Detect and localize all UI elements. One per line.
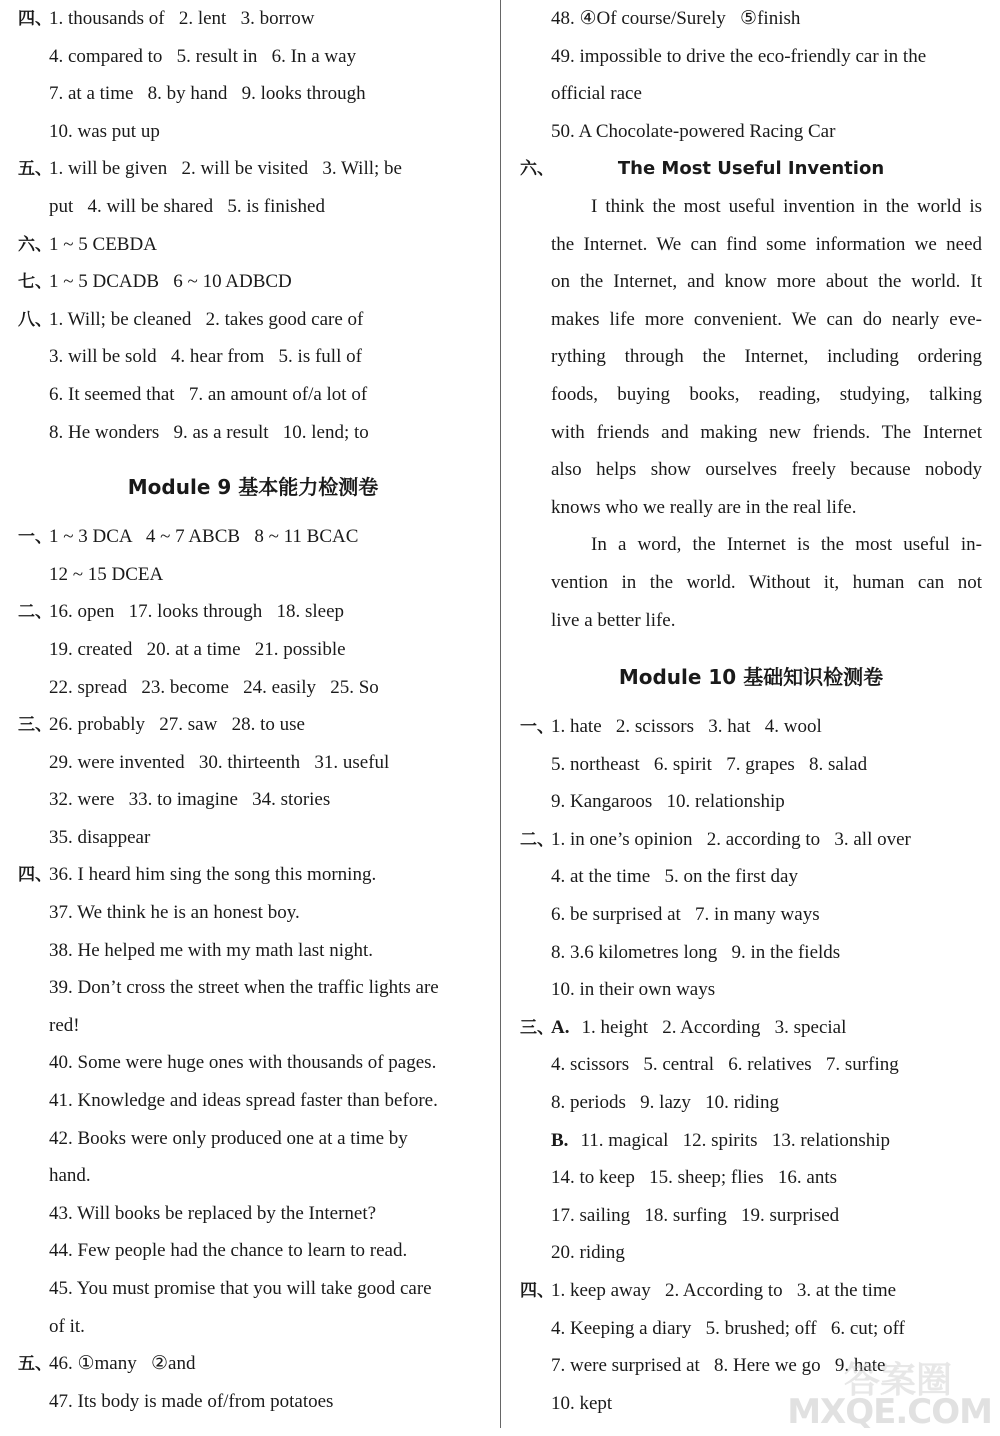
answer-text: 48. ④Of course/Surely ⑤finish xyxy=(551,8,801,29)
essay-line: foods, buying books, reading, studying, talking xyxy=(551,383,982,405)
answer-text: 4. at the time 5. on the first day xyxy=(551,866,798,888)
section-label: 五、 xyxy=(18,159,52,180)
answer-line xyxy=(520,934,982,972)
answer-line xyxy=(520,1197,982,1235)
answer-text: 42. Books were only produced one at a time by xyxy=(49,1127,408,1149)
answer-text: 36. I heard him sing the song this morning. xyxy=(49,864,377,886)
answer-text: 7. at a time 8. by hand 9. looks through xyxy=(49,83,366,105)
answer-text: 43. Will books be replaced by the Internet? xyxy=(49,1202,377,1224)
essay-line: rything through the Internet, including ordering xyxy=(551,346,982,368)
answer-line xyxy=(18,819,488,857)
section-label: 四、 xyxy=(18,865,52,886)
answer-text: 1. in one’s opinion 2. according to 3. all over xyxy=(551,828,911,850)
answer-line xyxy=(18,188,488,226)
answer-line xyxy=(18,150,488,188)
answer-line xyxy=(18,593,488,631)
answer-text: 1 ~ 3 DCA 4 ~ 7 ABCB 8 ~ 11 BCAC xyxy=(49,526,359,548)
answer-text: 46. ①many ②and xyxy=(49,1353,196,1375)
answer-text: 1 ~ 5 CEBDA xyxy=(49,233,157,255)
module-heading: Module 10 基础知识检测卷 xyxy=(618,665,884,690)
answer-text: 29. were invented 30. thirteenth 31. useful xyxy=(49,751,390,773)
essay-line: I think the most useful invention in the world is xyxy=(591,195,982,217)
answer-line xyxy=(18,669,488,707)
essay-line: with friends and making new friends. The Internet xyxy=(551,421,982,443)
answer-line xyxy=(18,226,488,264)
answer-text: 1. height 2. According 3. special xyxy=(581,1016,847,1038)
answer-text: 10. kept xyxy=(551,1392,613,1414)
answer-text: 1 ~ 5 DCADB 6 ~ 10 ADBCD xyxy=(49,271,292,293)
answer-text: official race xyxy=(551,83,642,105)
answer-line xyxy=(18,1308,488,1346)
answer-line xyxy=(18,706,488,744)
answer-line xyxy=(520,821,982,859)
answer-text: 4. scissors 5. central 6. relatives 7. surfing xyxy=(551,1054,899,1076)
answer-text: 39. Don’t cross the street when the traffic lights are xyxy=(49,977,439,999)
answer-line xyxy=(520,1009,982,1047)
answer-line xyxy=(18,556,488,594)
answer-text: of it. xyxy=(49,1315,85,1337)
answer-text: 19. created 20. at a time 21. possible xyxy=(49,638,346,660)
answer-text: 45. You must promise that you will take good care xyxy=(49,1278,432,1299)
answer-text: 9. Kangaroos 10. relationship xyxy=(551,791,785,813)
section-label: 二、 xyxy=(18,602,52,623)
right-column xyxy=(520,0,982,1422)
answer-line xyxy=(520,0,982,38)
answer-text: 1. keep away 2. According to 3. at the time xyxy=(551,1280,897,1301)
watermark xyxy=(787,1352,992,1432)
answer-text: 35. disappear xyxy=(49,826,151,848)
section-label: 一、 xyxy=(520,717,554,738)
answer-text: 38. He helped me with my math last night. xyxy=(49,939,374,961)
section-label: 八、 xyxy=(18,309,52,330)
answer-line xyxy=(18,781,488,819)
answer-line xyxy=(520,1084,982,1122)
answer-line xyxy=(18,301,488,339)
answer-line xyxy=(18,1082,488,1120)
part-label: B. xyxy=(551,1129,569,1151)
answer-text: 1. thousands of 2. lent 3. borrow xyxy=(49,8,315,29)
answer-text: 5. northeast 6. spirit 7. grapes 8. salad xyxy=(551,753,868,775)
answer-line xyxy=(18,263,488,301)
answer-line xyxy=(520,75,982,113)
answer-line xyxy=(520,896,982,934)
answer-line xyxy=(520,1310,982,1348)
answer-text: 32. were 33. to imagine 34. stories xyxy=(49,789,331,811)
section-label: 五、 xyxy=(18,1354,52,1375)
answer-text: 1. hate 2. scissors 3. hat 4. wool xyxy=(551,716,822,738)
answer-text: hand. xyxy=(49,1165,91,1187)
answer-line xyxy=(18,38,488,76)
essay-line: also helps show ourselves freely because nobody xyxy=(551,459,982,481)
section-label: 四、 xyxy=(18,9,52,29)
section-label: 一、 xyxy=(18,527,52,548)
essay-line: In a word, the Internet is the most useful in- xyxy=(591,534,982,556)
answer-line xyxy=(520,1234,982,1272)
answer-text: 20. riding xyxy=(551,1242,625,1264)
answer-line xyxy=(18,1232,488,1270)
answer-line xyxy=(18,1195,488,1233)
answer-line xyxy=(520,1159,982,1197)
answer-text: red! xyxy=(49,1014,80,1036)
answer-line xyxy=(18,1120,488,1158)
answer-text: 44. Few people had the chance to learn to read. xyxy=(49,1240,408,1262)
answer-text: 47. Its body is made of/from potatoes xyxy=(49,1390,334,1412)
essay-title-line xyxy=(520,150,982,188)
answer-text: 4. compared to 5. result in 6. In a way xyxy=(49,45,357,67)
answer-line xyxy=(18,1383,488,1421)
answer-text: 12 ~ 15 DCEA xyxy=(49,563,164,585)
answer-text: 8. periods 9. lazy 10. riding xyxy=(551,1092,779,1114)
answer-text: 16. open 17. looks through 18. sleep xyxy=(49,601,345,623)
answer-text: 41. Knowledge and ideas spread faster than before. xyxy=(49,1090,438,1112)
answer-text: 10. in their own ways xyxy=(551,979,716,1001)
section-label: 六、 xyxy=(18,234,52,255)
answer-line xyxy=(18,113,488,151)
answer-text: 37. We think he is an honest boy. xyxy=(49,902,300,924)
answer-text: 40. Some were huge ones with thousands of pages. xyxy=(49,1052,437,1074)
answer-line xyxy=(18,338,488,376)
watermark-cn: 答案圈 xyxy=(843,1360,952,1401)
essay-line: vention in the world. Without it, human can not xyxy=(551,571,982,593)
answer-line xyxy=(520,113,982,151)
left-column xyxy=(18,0,488,1420)
answer-line xyxy=(18,75,488,113)
section-label: 七、 xyxy=(18,272,52,293)
answer-text: 22. spread 23. become 24. easily 25. So xyxy=(49,676,379,698)
column-divider xyxy=(500,0,501,1428)
answer-text: 26. probably 27. saw 28. to use xyxy=(49,714,305,736)
answer-text: 1. will be given 2. will be visited 3. Will; be xyxy=(49,158,402,180)
module-heading: Module 9 基本能力检测卷 xyxy=(127,475,379,500)
answer-line xyxy=(18,376,488,414)
answer-text: 17. sailing 18. surfing 19. surprised xyxy=(551,1204,840,1226)
answer-text: 8. 3.6 kilometres long 9. in the fields xyxy=(551,941,841,963)
section-label: 四、 xyxy=(520,1281,554,1301)
answer-text: 4. Keeping a diary 5. brushed; off 6. cut; off xyxy=(551,1317,905,1339)
answer-line xyxy=(18,1007,488,1045)
section-label: 六、 xyxy=(520,159,554,180)
answer-text: 14. to keep 15. sheep; flies 16. ants xyxy=(551,1167,838,1189)
answer-line xyxy=(520,858,982,896)
section-label: 三、 xyxy=(520,1017,554,1038)
answer-line xyxy=(520,1046,982,1084)
answer-text: 7. were surprised at 8. Here we go 9. hate xyxy=(551,1355,886,1377)
answer-line xyxy=(18,969,488,1007)
answer-line xyxy=(18,932,488,970)
answer-line xyxy=(520,1122,982,1160)
answer-line xyxy=(520,971,982,1009)
answer-line xyxy=(520,783,982,821)
answer-line xyxy=(520,708,982,746)
watermark-en: MXQE.COM xyxy=(787,1392,992,1432)
answer-text: 11. magical 12. spirits 13. relationship xyxy=(580,1129,891,1151)
answer-text: 10. was put up xyxy=(49,120,160,142)
answer-line xyxy=(18,518,488,556)
essay-line: the Internet. We can find some information we need xyxy=(551,233,982,255)
answer-line xyxy=(18,744,488,782)
answer-line xyxy=(520,38,982,76)
answer-line xyxy=(18,414,488,452)
part-label: A. xyxy=(551,1016,570,1038)
answer-text: 49. impossible to drive the eco-friendly car in the xyxy=(551,45,927,67)
answer-line xyxy=(18,894,488,932)
essay-line: knows who we really are in the real life. xyxy=(551,496,857,518)
answer-text: 8. He wonders 9. as a result 10. lend; to xyxy=(49,421,369,443)
answer-text: put 4. will be shared 5. is finished xyxy=(49,195,325,217)
section-label: 二、 xyxy=(520,829,554,850)
answer-line xyxy=(18,1270,488,1308)
answer-line xyxy=(18,1345,488,1383)
essay-line: makes life more convenient. We can do nearly eve- xyxy=(551,308,982,330)
answer-text: 6. It seemed that 7. an amount of/a lot of xyxy=(49,383,368,405)
answer-text: 3. will be sold 4. hear from 5. is full of xyxy=(49,346,362,368)
answer-text: 6. be surprised at 7. in many ways xyxy=(551,904,820,926)
answer-line xyxy=(18,1044,488,1082)
answer-line xyxy=(18,1157,488,1195)
essay-line: live a better life. xyxy=(551,609,676,631)
answer-text: 1. Will; be cleaned 2. takes good care of xyxy=(49,308,364,330)
answer-line xyxy=(520,746,982,784)
section-label: 三、 xyxy=(18,715,52,736)
answer-line xyxy=(18,631,488,669)
answer-line xyxy=(520,1272,982,1310)
answer-text: 50. A Chocolate-powered Racing Car xyxy=(551,120,836,142)
answer-line xyxy=(18,0,488,38)
essay-title: The Most Useful Invention xyxy=(617,158,885,180)
essay-line: on the Internet, and know more about the world. It xyxy=(551,271,982,293)
answer-line xyxy=(18,856,488,894)
